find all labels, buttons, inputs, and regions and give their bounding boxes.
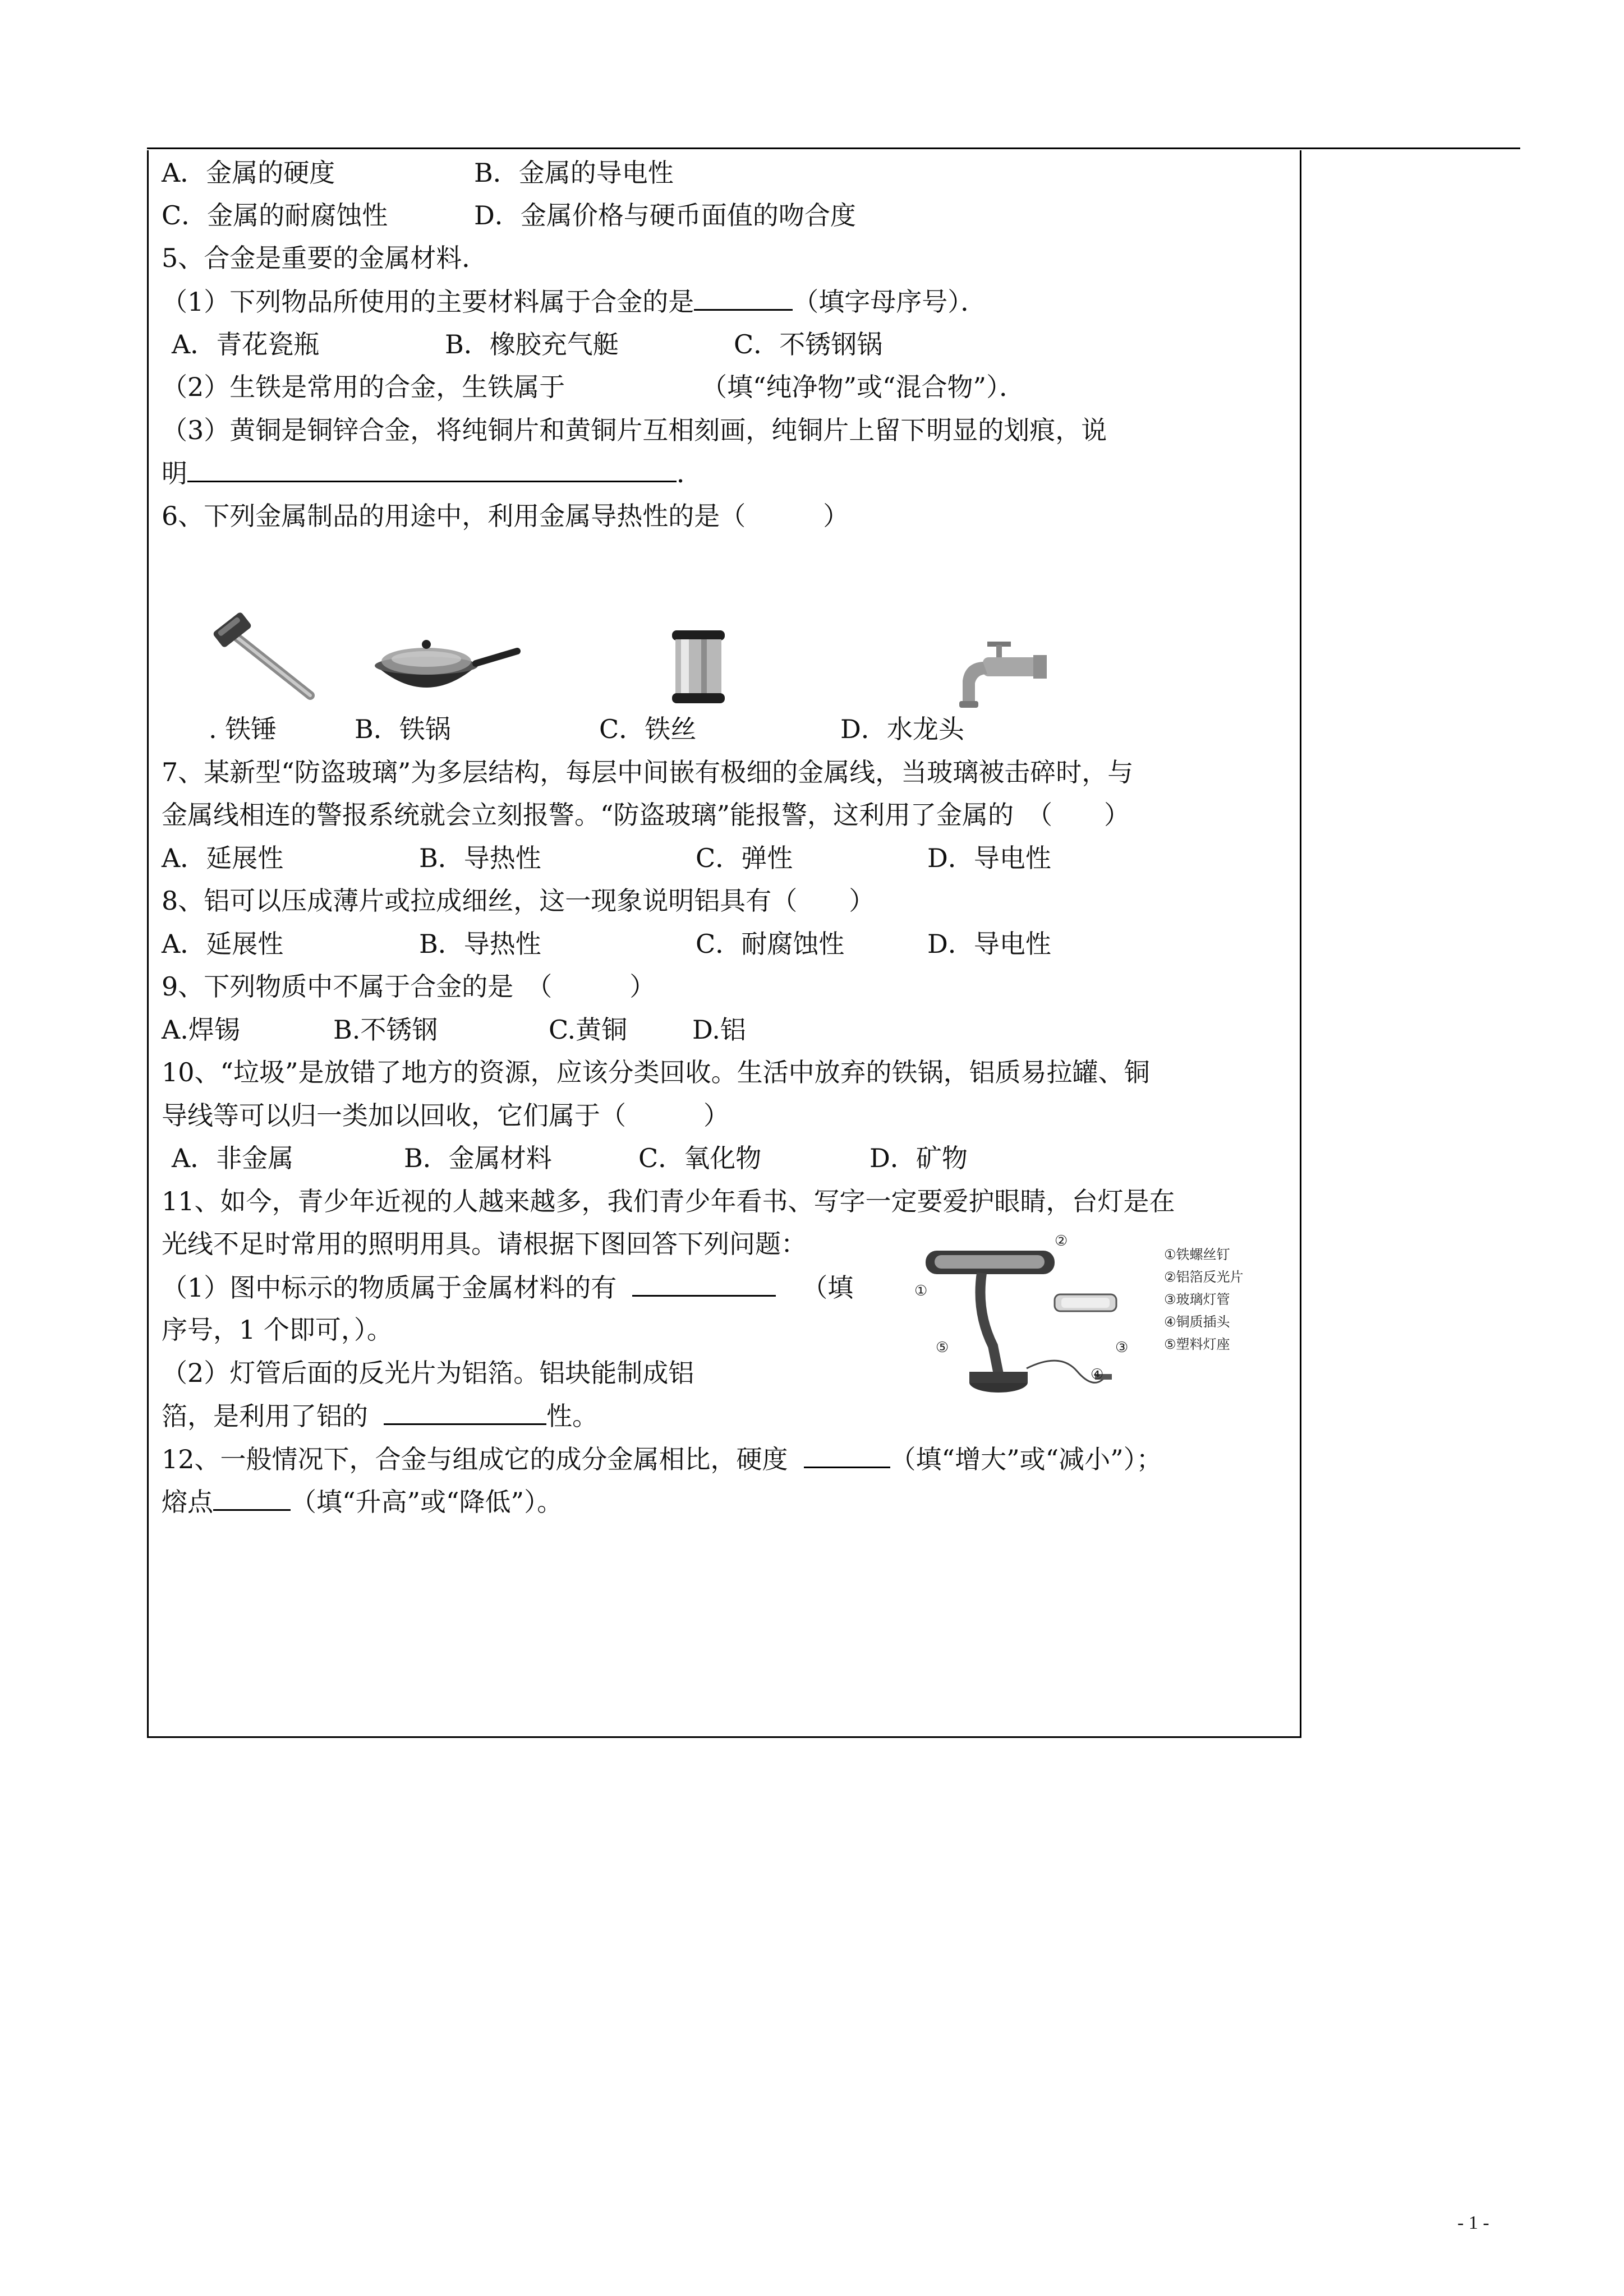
lamp-legend-3: ③玻璃灯管 bbox=[1164, 1292, 1230, 1307]
q5-part1-text: （1）下列物品所使用的主要材料属于合金的是 bbox=[162, 287, 694, 317]
q5-part3-line2 bbox=[162, 456, 702, 490]
q5-part3-end: ． bbox=[677, 458, 702, 488]
q8-stem: 8、铝可以压成薄片或拉成细丝，这一现象说明铝具有（ ） bbox=[162, 886, 875, 916]
q11-part1 bbox=[162, 1270, 853, 1304]
lamp-marker-4: ④ bbox=[1091, 1366, 1104, 1383]
q8-options bbox=[162, 927, 1051, 961]
q9-options bbox=[162, 1013, 746, 1046]
header-rule bbox=[147, 147, 1520, 149]
q11-line2: 光线不足时常用的照明用具。请根据下图回答下列问题： bbox=[162, 1229, 807, 1259]
q5-part2-hint: （填“纯净物”或“混合物”）． bbox=[701, 372, 1025, 402]
q11-part2-end: 性。 bbox=[546, 1401, 598, 1431]
q9-stem: 9、下列物质中不属于合金的是 （ ） bbox=[162, 971, 656, 1002]
q11-part2-text: 箔，是利用了铝的 bbox=[162, 1401, 368, 1431]
lamp-legend-1: ①铁螺丝钉 bbox=[1164, 1247, 1230, 1262]
q7-option-d: D．导电性 bbox=[927, 843, 1051, 873]
q4-options-row-1 bbox=[162, 156, 674, 190]
lamp-legend-2: ②铝箔反光片 bbox=[1164, 1269, 1244, 1285]
lamp-marker-5: ⑤ bbox=[936, 1339, 949, 1356]
q6-label-a: . 铁锤 bbox=[209, 714, 277, 744]
q11-part1-blank[interactable] bbox=[632, 1270, 776, 1297]
q7-option-c: C．弹性 bbox=[696, 843, 793, 873]
q5-option-a: A．青花瓷瓶 bbox=[172, 329, 320, 359]
q5-part2-text: （2）生铁是常用的合金，生铁属于 bbox=[162, 372, 565, 402]
q11-part1-cont: 序号，1 个即可，）。 bbox=[162, 1315, 393, 1345]
q4-option-a: A．金属的硬度 bbox=[162, 158, 335, 188]
q12-line2 bbox=[162, 1484, 563, 1519]
q5-part1-hint: （填字母序号）． bbox=[793, 287, 987, 317]
q8-option-d: D．导电性 bbox=[927, 929, 1051, 959]
q6-label-d: D．水龙头 bbox=[840, 714, 964, 744]
q5-part1 bbox=[162, 284, 986, 319]
q11-line1: 11、如今，青少年近视的人越来越多，我们青少年看书、写字一定要爱护眼睛，台灯是在 bbox=[162, 1186, 1175, 1216]
q10-option-c: C．氧化物 bbox=[638, 1143, 762, 1173]
q9-option-d: D.铝 bbox=[692, 1015, 746, 1045]
q6-stem: 6、下列金属制品的用途中，利用金属导热性的是（ ） bbox=[162, 501, 849, 531]
q4-option-c: C．金属的耐腐蚀性 bbox=[162, 200, 388, 230]
q12-line1 bbox=[162, 1442, 1162, 1476]
q4-option-d: D．金属价格与硬币面值的吻合度 bbox=[474, 200, 856, 230]
q12-line2-text: 熔点 bbox=[162, 1487, 213, 1517]
q5-part1-blank[interactable] bbox=[694, 284, 793, 311]
lamp-legend-4: ④铜质插头 bbox=[1164, 1314, 1230, 1330]
q8-option-c: C．耐腐蚀性 bbox=[696, 929, 845, 959]
q9-option-c: C.黄铜 bbox=[549, 1015, 628, 1045]
q8-option-a: A．延展性 bbox=[162, 929, 284, 959]
q4-options-row-2 bbox=[162, 199, 856, 232]
q10-option-b: B．金属材料 bbox=[404, 1143, 552, 1173]
q10-line1: 10、“垃圾”是放错了地方的资源，应该分类回收。生活中放弃的铁锅，铝质易拉罐、铜 bbox=[162, 1057, 1150, 1087]
q11-part2-line1: （2）灯管后面的反光片为铝箔。铝块能制成铝 bbox=[162, 1358, 694, 1388]
wok-icon bbox=[370, 631, 522, 707]
q5-part2 bbox=[162, 370, 1025, 404]
q11-part2-line2 bbox=[162, 1399, 598, 1433]
q7-line1: 7、某新型“防盗玻璃”为多层结构，每层中间嵌有极细的金属线，当玻璃被击碎时，与 bbox=[162, 757, 1134, 787]
q11-part2-blank[interactable] bbox=[384, 1399, 546, 1425]
lamp-legend-5: ⑤塑料灯座 bbox=[1164, 1336, 1230, 1352]
q5-option-b: B．橡胶充气艇 bbox=[445, 329, 619, 359]
q8-option-b: B．导热性 bbox=[419, 929, 541, 959]
q4-option-b: B．金属的导电性 bbox=[474, 158, 674, 188]
lamp-marker-3: ③ bbox=[1115, 1339, 1129, 1356]
q9-option-b: B.不锈钢 bbox=[333, 1015, 438, 1045]
q11-part1-hint: （填 bbox=[802, 1273, 854, 1303]
q9-option-a: A.焊锡 bbox=[162, 1015, 240, 1045]
q6-label-c: C．铁丝 bbox=[599, 714, 697, 744]
wire-spool-icon bbox=[668, 627, 729, 708]
q11-part1-text: （1）图中标示的物质属于金属材料的有 bbox=[162, 1273, 617, 1303]
lamp-marker-1: ① bbox=[914, 1283, 928, 1299]
q10-option-a: A．非金属 bbox=[172, 1143, 294, 1173]
q7-line2: 金属线相连的警报系统就会立刻报警。“防盗玻璃”能报警，这利用了金属的 （ ） bbox=[162, 800, 1130, 830]
q6-labels bbox=[209, 712, 964, 746]
q7-options bbox=[162, 841, 1051, 875]
q12-line1-text: 12、一般情况下，合金与组成它的成分金属相比，硬度 bbox=[162, 1444, 788, 1474]
desk-lamp-diagram bbox=[914, 1234, 1161, 1402]
q5-part3-line1: （3）黄铜是铜锌合金，将纯铜片和黄铜片互相刻画，纯铜片上留下明显的划痕，说 bbox=[162, 415, 1107, 445]
q12-line1-hint: （填“增大”或“减小”）； bbox=[890, 1444, 1162, 1474]
q6-label-b: B．铁锅 bbox=[355, 714, 451, 744]
lamp-marker-2: ② bbox=[1055, 1233, 1068, 1250]
q10-line2: 导线等可以归一类加以回收，它们属于（ ） bbox=[162, 1100, 729, 1131]
q10-option-d: D．矿物 bbox=[869, 1143, 968, 1173]
q12-line2-hint: （填“升高”或“降低”）。 bbox=[291, 1487, 563, 1517]
q5-part3-blank[interactable] bbox=[187, 456, 677, 482]
hammer-icon bbox=[212, 611, 319, 701]
faucet-icon bbox=[948, 639, 1049, 712]
page-number: - 1 - bbox=[1457, 2212, 1489, 2233]
q5-option-c: C．不锈钢锅 bbox=[734, 329, 883, 359]
q5-stem: 5、合金是重要的金属材料． bbox=[162, 243, 488, 273]
q7-option-b: B．导热性 bbox=[419, 843, 541, 873]
q12-melting-blank[interactable] bbox=[213, 1484, 291, 1511]
q7-option-a: A．延展性 bbox=[162, 843, 284, 873]
q5-part1-options bbox=[172, 328, 882, 361]
q12-hardness-blank[interactable] bbox=[804, 1442, 890, 1468]
q10-options bbox=[172, 1141, 968, 1175]
q5-part3-prefix: 明 bbox=[162, 458, 187, 488]
